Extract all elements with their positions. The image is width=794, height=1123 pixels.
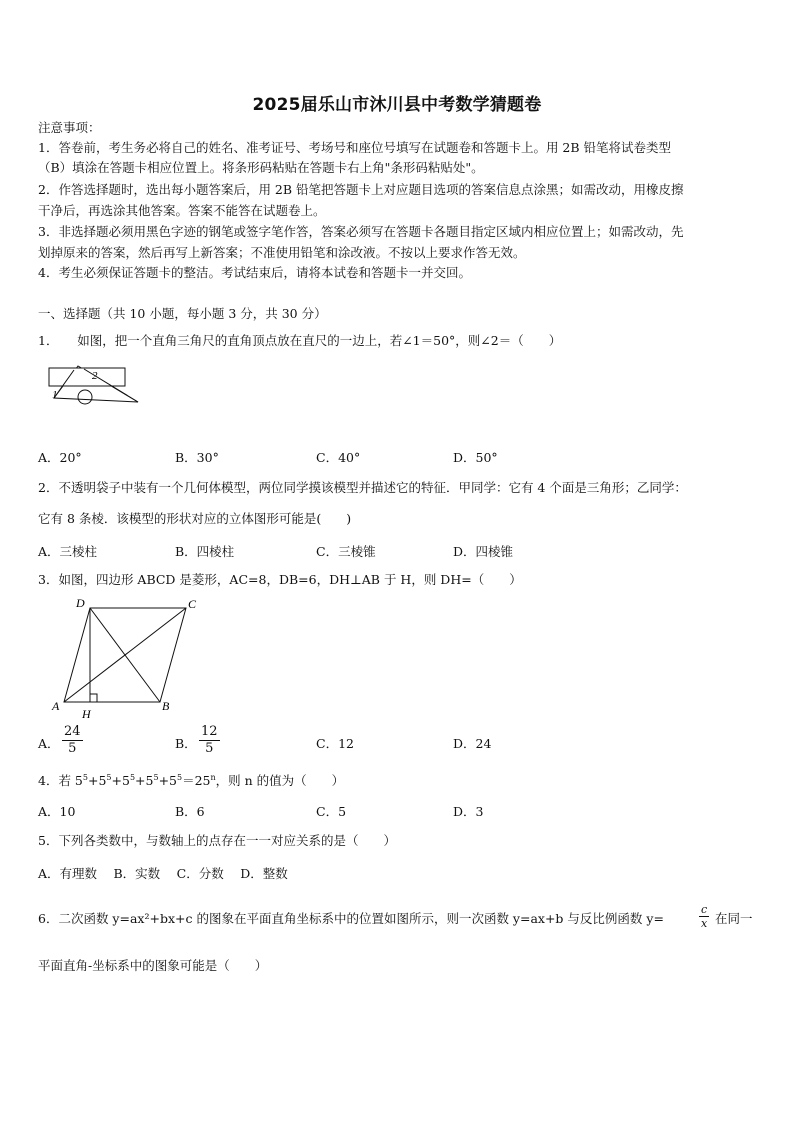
right-angle-mark	[90, 694, 97, 702]
q1-stem: 1． 如图，把一个直角三角尺的直角顶点放在直尺的一边上，若∠1＝50°，则∠2＝（ ）	[38, 333, 562, 348]
notice-line-4: 干净后，再选涂其他答案。答案不能答在试题卷上。	[38, 203, 326, 218]
vertex-c-label: C	[188, 597, 197, 611]
point-h-label: H	[82, 707, 91, 721]
q4-option-c[interactable]: C．5	[316, 804, 347, 819]
q5-options[interactable]: A．有理数 B．实数 C．分数 D．整数	[38, 866, 288, 881]
q1-figure	[44, 362, 144, 432]
q5-stem: 5．下列各类数中，与数轴上的点存在一一对应关系的是（ ）	[38, 833, 396, 848]
angle-1-label: 1	[52, 389, 58, 401]
q3-stem: 3．如图，四边形 ABCD 是菱形，AC=8，DB=6，DH⊥AB 于 H，则 DH=（ ）	[38, 572, 522, 587]
notice-line-7: 4．考生必须保证答题卡的整洁。考试结束后，请将本试卷和答题卡一并交回。	[38, 265, 471, 280]
fraction-numerator: 24	[64, 724, 81, 739]
diagonal-bd	[90, 608, 160, 702]
q3-option-c[interactable]: C．12	[316, 736, 354, 751]
q3-option-a[interactable]: A．	[38, 736, 60, 751]
q3-option-d[interactable]: D．24	[453, 736, 492, 751]
fraction-denominator: 5	[68, 741, 77, 756]
q2-stem-line2: 它有 8 条棱．该模型的形状对应的立体图形可能是( )	[38, 511, 352, 526]
angle-2-label: 2	[92, 370, 98, 382]
q2-option-c[interactable]: C．三棱锥	[316, 544, 376, 559]
q2-option-b[interactable]: B．四棱柱	[175, 544, 235, 559]
notice-line-1: 1．答卷前，考生务必将自己的姓名、准考证号、考场号和座位号填写在试题卷和答题卡上。用 2B 铅笔将试卷类型	[38, 140, 672, 155]
q1-option-c[interactable]: C．40°	[316, 450, 361, 465]
section-heading: 一、选择题（共 10 小题，每小题 3 分，共 30 分）	[38, 306, 327, 321]
vertex-a-label: A	[52, 699, 60, 713]
exam-title: 2025届乐山市沐川县中考数学猜题卷	[252, 95, 542, 115]
q6-stem-part1: 6．二次函数 y=ax²+bx+c 的图象在平面直角坐标系中的位置如图所示，则一次函数 y=ax+b 与反比例函数 y=	[38, 911, 664, 926]
vertex-d-label: D	[76, 596, 85, 610]
q4-option-d[interactable]: D．3	[453, 804, 484, 819]
q2-option-a[interactable]: A．三棱柱	[38, 544, 98, 559]
q3-option-a-fraction	[62, 724, 83, 757]
notice-line-3: 2．作答选择题时，选出每小题答案后，用 2B 铅笔把答题卡上对应题目选项的答案信息点涂黑；如需改动，用橡皮擦	[38, 182, 684, 197]
circle-shape	[78, 390, 92, 404]
q1-option-a[interactable]: A．20°	[38, 450, 82, 465]
q2-stem-line1: 2．不透明袋子中装有一个几何体模型，两位同学摸该模型并描述它的特征．甲同学：它有 4 个面是三角形；乙同学：	[38, 480, 687, 495]
q1-option-b[interactable]: B．30°	[175, 450, 219, 465]
notice-line-6: 划掉原来的答案，然后再写上新答案；不准使用铅笔和涂改液。不按以上要求作答无效。	[38, 245, 526, 260]
q2-option-d[interactable]: D．四棱锥	[453, 544, 514, 559]
fraction-denominator: x	[700, 917, 708, 930]
q3-figure	[48, 594, 208, 724]
q4-stem: 4．若 $5^5+5^5+5^5+5^5+5^5=25^n$，则 n 的值为（ ）	[38, 773, 345, 789]
q4-option-a[interactable]: A．10	[38, 804, 76, 819]
notice-heading: 注意事项：	[38, 120, 101, 135]
q6-fraction	[699, 903, 709, 930]
q3-option-b[interactable]: B．	[175, 736, 197, 751]
q1-option-d[interactable]: D．50°	[453, 450, 498, 465]
q6-stem-line2: 平面直角‐坐标系中的图象可能是（ ）	[38, 958, 268, 973]
fraction-denominator: 5	[205, 741, 214, 756]
notice-line-5: 3．非选择题必须用黑色字迹的钢笔或签字笔作答，答案必须写在答题卡各题目指定区域内相应位置上；如需改动，先	[38, 224, 684, 239]
q6-stem-part2: 在同一	[715, 911, 753, 926]
vertex-b-label: B	[162, 699, 170, 713]
q3-option-b-fraction	[199, 724, 220, 757]
fraction-numerator: c	[701, 903, 708, 916]
notice-line-2: （B）填涂在答题卡相应位置上。将条形码粘贴在答题卡右上角"条形码粘贴处"。	[38, 160, 484, 175]
q4-option-b[interactable]: B．6	[175, 804, 205, 819]
fraction-numerator: 12	[201, 724, 218, 739]
